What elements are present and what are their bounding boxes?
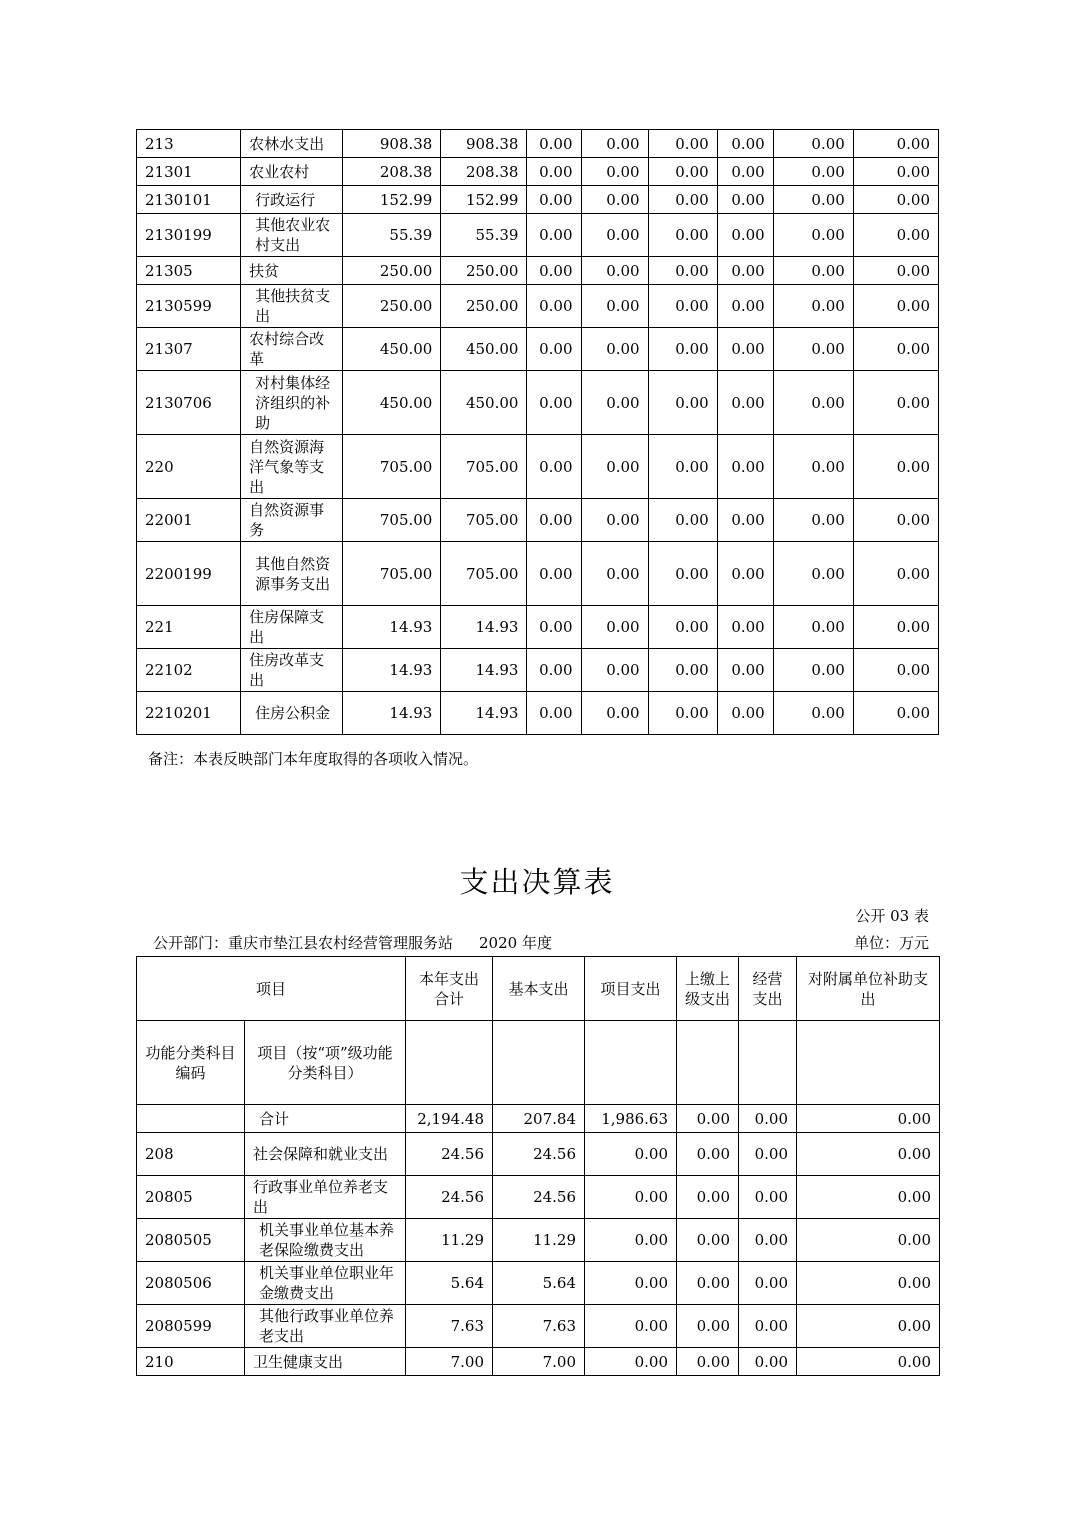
row-value: 0.00 bbox=[797, 1305, 940, 1348]
row-value: 0.00 bbox=[773, 130, 853, 158]
row-value: 0.00 bbox=[717, 186, 773, 214]
row-value: 0.00 bbox=[853, 435, 938, 499]
row-value: 0.00 bbox=[773, 214, 853, 257]
row-value: 0.00 bbox=[853, 371, 938, 435]
row-value: 0.00 bbox=[527, 257, 581, 285]
row-value: 0.00 bbox=[648, 606, 717, 649]
row-value: 250.00 bbox=[343, 257, 441, 285]
row-value: 0.00 bbox=[717, 542, 773, 606]
row-value: 450.00 bbox=[441, 328, 527, 371]
row-value: 0.00 bbox=[581, 328, 648, 371]
table-row bbox=[137, 692, 939, 735]
row-value: 0.00 bbox=[581, 371, 648, 435]
row-name: 其他扶贫支出 bbox=[241, 285, 343, 328]
total-value: 0.00 bbox=[739, 1105, 797, 1133]
row-name: 自然资源海洋气象等支出 bbox=[241, 435, 343, 499]
row-value: 0.00 bbox=[773, 158, 853, 186]
row-value: 0.00 bbox=[581, 257, 648, 285]
row-value: 24.56 bbox=[406, 1176, 493, 1219]
row-value: 0.00 bbox=[648, 214, 717, 257]
table-row bbox=[137, 371, 939, 435]
row-value: 0.00 bbox=[853, 542, 938, 606]
row-value: 0.00 bbox=[739, 1348, 797, 1376]
total-label: 合计 bbox=[245, 1105, 406, 1133]
row-value: 0.00 bbox=[739, 1176, 797, 1219]
row-value: 0.00 bbox=[717, 130, 773, 158]
income-table-body bbox=[137, 130, 939, 735]
row-value: 0.00 bbox=[581, 285, 648, 328]
row-value: 0.00 bbox=[648, 285, 717, 328]
row-value: 0.00 bbox=[717, 499, 773, 542]
row-value: 0.00 bbox=[585, 1219, 677, 1262]
row-value: 0.00 bbox=[677, 1133, 739, 1176]
row-value: 0.00 bbox=[585, 1305, 677, 1348]
row-value: 0.00 bbox=[677, 1348, 739, 1376]
row-value: 0.00 bbox=[527, 186, 581, 214]
row-value: 0.00 bbox=[853, 130, 938, 158]
row-value: 0.00 bbox=[648, 257, 717, 285]
row-code: 21301 bbox=[137, 158, 241, 186]
row-value: 0.00 bbox=[797, 1348, 940, 1376]
table-row bbox=[137, 328, 939, 371]
row-value: 0.00 bbox=[853, 692, 938, 735]
row-name: 住房改革支出 bbox=[241, 649, 343, 692]
row-value: 705.00 bbox=[441, 542, 527, 606]
row-value: 450.00 bbox=[343, 371, 441, 435]
row-code: 2130706 bbox=[137, 371, 241, 435]
unit-label: 单位：万元 bbox=[853, 934, 929, 952]
row-code: 210 bbox=[137, 1348, 245, 1376]
row-value: 0.00 bbox=[581, 435, 648, 499]
empty-cell bbox=[585, 1021, 677, 1105]
row-value: 14.93 bbox=[441, 649, 527, 692]
row-value: 250.00 bbox=[343, 285, 441, 328]
row-value: 0.00 bbox=[677, 1176, 739, 1219]
row-value: 0.00 bbox=[773, 285, 853, 328]
table-row bbox=[137, 1262, 940, 1305]
row-value: 14.93 bbox=[343, 606, 441, 649]
table-row bbox=[137, 257, 939, 285]
header-basic: 基本支出 bbox=[493, 957, 585, 1021]
row-value: 0.00 bbox=[527, 435, 581, 499]
table-row bbox=[137, 1176, 940, 1219]
expenditure-table bbox=[136, 956, 940, 1376]
row-value: 0.00 bbox=[717, 285, 773, 328]
row-value: 0.00 bbox=[717, 214, 773, 257]
row-value: 0.00 bbox=[527, 285, 581, 328]
row-value: 0.00 bbox=[677, 1219, 739, 1262]
row-value: 0.00 bbox=[677, 1262, 739, 1305]
row-value: 7.63 bbox=[493, 1305, 585, 1348]
table-row bbox=[137, 130, 939, 158]
table-row bbox=[137, 499, 939, 542]
table-row bbox=[137, 1133, 940, 1176]
row-name: 机关事业单位基本养老保险缴费支出 bbox=[245, 1219, 406, 1262]
row-value: 14.93 bbox=[343, 692, 441, 735]
row-value: 0.00 bbox=[648, 692, 717, 735]
row-value: 0.00 bbox=[797, 1262, 940, 1305]
row-code: 21307 bbox=[137, 328, 241, 371]
row-value: 0.00 bbox=[648, 499, 717, 542]
row-value: 705.00 bbox=[441, 499, 527, 542]
row-value: 450.00 bbox=[441, 371, 527, 435]
row-code: 2210201 bbox=[137, 692, 241, 735]
row-value: 0.00 bbox=[773, 606, 853, 649]
row-value: 24.56 bbox=[406, 1133, 493, 1176]
row-value: 705.00 bbox=[343, 542, 441, 606]
row-value: 0.00 bbox=[585, 1262, 677, 1305]
row-code: 220 bbox=[137, 435, 241, 499]
row-value: 0.00 bbox=[797, 1176, 940, 1219]
row-value: 0.00 bbox=[853, 285, 938, 328]
expenditure-table-body bbox=[137, 957, 940, 1376]
row-value: 0.00 bbox=[527, 158, 581, 186]
header-project-expense: 项目支出 bbox=[585, 957, 677, 1021]
row-value: 0.00 bbox=[648, 542, 717, 606]
header-func-code: 功能分类科目编码 bbox=[137, 1021, 245, 1105]
row-value: 24.56 bbox=[493, 1133, 585, 1176]
table-row bbox=[137, 435, 939, 499]
row-value: 55.39 bbox=[343, 214, 441, 257]
row-value: 0.00 bbox=[527, 692, 581, 735]
row-value: 0.00 bbox=[853, 257, 938, 285]
row-name: 其他自然资源事务支出 bbox=[241, 542, 343, 606]
row-code: 2130199 bbox=[137, 214, 241, 257]
table-row bbox=[137, 1305, 940, 1348]
row-value: 0.00 bbox=[581, 649, 648, 692]
row-value: 0.00 bbox=[527, 214, 581, 257]
row-value: 250.00 bbox=[441, 257, 527, 285]
row-value: 0.00 bbox=[527, 130, 581, 158]
row-value: 0.00 bbox=[527, 542, 581, 606]
row-value: 0.00 bbox=[648, 435, 717, 499]
row-value: 908.38 bbox=[441, 130, 527, 158]
row-value: 0.00 bbox=[853, 649, 938, 692]
row-value: 908.38 bbox=[343, 130, 441, 158]
total-value: 207.84 bbox=[493, 1105, 585, 1133]
row-name: 社会保障和就业支出 bbox=[245, 1133, 406, 1176]
empty-cell bbox=[493, 1021, 585, 1105]
header-total: 本年支出合计 bbox=[406, 957, 493, 1021]
row-value: 0.00 bbox=[581, 606, 648, 649]
total-value: 0.00 bbox=[677, 1105, 739, 1133]
empty-cell bbox=[677, 1021, 739, 1105]
row-value: 0.00 bbox=[585, 1176, 677, 1219]
row-value: 0.00 bbox=[717, 328, 773, 371]
row-value: 705.00 bbox=[343, 499, 441, 542]
row-value: 0.00 bbox=[773, 649, 853, 692]
row-value: 0.00 bbox=[739, 1219, 797, 1262]
row-name: 农业农村 bbox=[241, 158, 343, 186]
row-value: 24.56 bbox=[493, 1176, 585, 1219]
row-value: 7.00 bbox=[406, 1348, 493, 1376]
row-value: 7.00 bbox=[493, 1348, 585, 1376]
row-value: 0.00 bbox=[739, 1133, 797, 1176]
row-value: 0.00 bbox=[773, 435, 853, 499]
row-value: 0.00 bbox=[739, 1262, 797, 1305]
row-value: 0.00 bbox=[853, 186, 938, 214]
header-project: 项目 bbox=[137, 957, 406, 1021]
row-value: 0.00 bbox=[853, 214, 938, 257]
row-name: 其他农业农村支出 bbox=[241, 214, 343, 257]
row-value: 11.29 bbox=[406, 1219, 493, 1262]
row-value: 0.00 bbox=[585, 1133, 677, 1176]
row-code: 22001 bbox=[137, 499, 241, 542]
row-value: 208.38 bbox=[343, 158, 441, 186]
row-value: 0.00 bbox=[527, 606, 581, 649]
table-row bbox=[137, 1219, 940, 1262]
row-value: 0.00 bbox=[739, 1305, 797, 1348]
department-line bbox=[153, 932, 578, 953]
row-value: 14.93 bbox=[441, 606, 527, 649]
row-value: 208.38 bbox=[441, 158, 527, 186]
row-name: 住房公积金 bbox=[241, 692, 343, 735]
row-value: 5.64 bbox=[406, 1262, 493, 1305]
table-row bbox=[137, 214, 939, 257]
row-name: 对村集体经济组织的补助 bbox=[241, 371, 343, 435]
total-value: 1,986.63 bbox=[585, 1105, 677, 1133]
row-value: 450.00 bbox=[343, 328, 441, 371]
table-note: 备注：本表反映部门本年度取得的各项收入情况。 bbox=[148, 750, 479, 768]
row-value: 0.00 bbox=[797, 1133, 940, 1176]
row-value: 0.00 bbox=[717, 158, 773, 186]
row-name: 机关事业单位职业年金缴费支出 bbox=[245, 1262, 406, 1305]
row-name: 卫生健康支出 bbox=[245, 1348, 406, 1376]
header-subsidy: 对附属单位补助支出 bbox=[797, 957, 940, 1021]
row-value: 5.64 bbox=[493, 1262, 585, 1305]
row-value: 7.63 bbox=[406, 1305, 493, 1348]
row-value: 0.00 bbox=[717, 257, 773, 285]
row-value: 0.00 bbox=[717, 371, 773, 435]
row-value: 0.00 bbox=[648, 649, 717, 692]
subheader-row bbox=[137, 1021, 940, 1105]
table-number: 公开 03 表 bbox=[855, 907, 929, 925]
row-value: 0.00 bbox=[648, 328, 717, 371]
row-name: 其他行政事业单位养老支出 bbox=[245, 1305, 406, 1348]
row-name: 农林水支出 bbox=[241, 130, 343, 158]
row-value: 14.93 bbox=[441, 692, 527, 735]
row-name: 行政运行 bbox=[241, 186, 343, 214]
row-value: 0.00 bbox=[773, 186, 853, 214]
row-value: 0.00 bbox=[717, 649, 773, 692]
row-value: 0.00 bbox=[581, 130, 648, 158]
row-value: 250.00 bbox=[441, 285, 527, 328]
total-value: 0.00 bbox=[797, 1105, 940, 1133]
row-value: 0.00 bbox=[648, 158, 717, 186]
row-code: 21305 bbox=[137, 257, 241, 285]
page-title: 支出决算表 bbox=[459, 865, 615, 899]
row-value: 14.93 bbox=[343, 649, 441, 692]
header-business: 经营支出 bbox=[739, 957, 797, 1021]
row-code: 213 bbox=[137, 130, 241, 158]
row-value: 55.39 bbox=[441, 214, 527, 257]
income-table-continued bbox=[136, 129, 939, 735]
total-value: 2,194.48 bbox=[406, 1105, 493, 1133]
row-value: 705.00 bbox=[441, 435, 527, 499]
row-value: 0.00 bbox=[717, 606, 773, 649]
row-value: 0.00 bbox=[527, 328, 581, 371]
row-value: 0.00 bbox=[853, 606, 938, 649]
row-code: 2200199 bbox=[137, 542, 241, 606]
row-value: 0.00 bbox=[717, 435, 773, 499]
row-value: 0.00 bbox=[773, 499, 853, 542]
row-value: 0.00 bbox=[648, 130, 717, 158]
empty-cell bbox=[137, 1105, 245, 1133]
row-value: 0.00 bbox=[581, 542, 648, 606]
row-value: 0.00 bbox=[853, 499, 938, 542]
row-code: 2080506 bbox=[137, 1262, 245, 1305]
row-value: 0.00 bbox=[581, 158, 648, 186]
row-name: 扶贫 bbox=[241, 257, 343, 285]
row-value: 152.99 bbox=[343, 186, 441, 214]
empty-cell bbox=[739, 1021, 797, 1105]
row-name: 农村综合改革 bbox=[241, 328, 343, 371]
fiscal-year: 2020 年度 bbox=[479, 934, 552, 952]
row-code: 2080599 bbox=[137, 1305, 245, 1348]
row-code: 20805 bbox=[137, 1176, 245, 1219]
row-value: 11.29 bbox=[493, 1219, 585, 1262]
row-value: 0.00 bbox=[717, 692, 773, 735]
row-value: 0.00 bbox=[773, 257, 853, 285]
total-row bbox=[137, 1105, 940, 1133]
row-value: 0.00 bbox=[648, 186, 717, 214]
department-label: 公开部门：重庆市垫江县农村经营管理服务站 bbox=[153, 934, 454, 952]
row-value: 0.00 bbox=[581, 692, 648, 735]
row-value: 0.00 bbox=[581, 499, 648, 542]
empty-cell bbox=[406, 1021, 493, 1105]
row-value: 0.00 bbox=[853, 158, 938, 186]
table-row bbox=[137, 649, 939, 692]
table-row bbox=[137, 1348, 940, 1376]
row-value: 0.00 bbox=[527, 649, 581, 692]
row-code: 22102 bbox=[137, 649, 241, 692]
header-row bbox=[137, 957, 940, 1021]
row-code: 2130599 bbox=[137, 285, 241, 328]
table-row bbox=[137, 158, 939, 186]
row-value: 0.00 bbox=[648, 371, 717, 435]
row-value: 0.00 bbox=[677, 1305, 739, 1348]
table-row bbox=[137, 285, 939, 328]
row-name: 住房保障支出 bbox=[241, 606, 343, 649]
row-value: 0.00 bbox=[527, 371, 581, 435]
row-code: 2080505 bbox=[137, 1219, 245, 1262]
row-name: 行政事业单位养老支出 bbox=[245, 1176, 406, 1219]
table-row bbox=[137, 186, 939, 214]
row-value: 0.00 bbox=[773, 328, 853, 371]
row-code: 2130101 bbox=[137, 186, 241, 214]
row-value: 0.00 bbox=[581, 214, 648, 257]
table-row bbox=[137, 542, 939, 606]
row-code: 221 bbox=[137, 606, 241, 649]
row-value: 0.00 bbox=[585, 1348, 677, 1376]
empty-cell bbox=[797, 1021, 940, 1105]
row-value: 0.00 bbox=[581, 186, 648, 214]
row-value: 0.00 bbox=[853, 328, 938, 371]
table-row bbox=[137, 606, 939, 649]
row-value: 0.00 bbox=[773, 371, 853, 435]
row-name: 自然资源事务 bbox=[241, 499, 343, 542]
header-upper: 上缴上级支出 bbox=[677, 957, 739, 1021]
header-func-name: 项目（按“项”级功能分类科目） bbox=[245, 1021, 406, 1105]
row-value: 152.99 bbox=[441, 186, 527, 214]
row-value: 705.00 bbox=[343, 435, 441, 499]
row-value: 0.00 bbox=[773, 692, 853, 735]
row-code: 208 bbox=[137, 1133, 245, 1176]
row-value: 0.00 bbox=[797, 1219, 940, 1262]
row-value: 0.00 bbox=[773, 542, 853, 606]
row-value: 0.00 bbox=[527, 499, 581, 542]
